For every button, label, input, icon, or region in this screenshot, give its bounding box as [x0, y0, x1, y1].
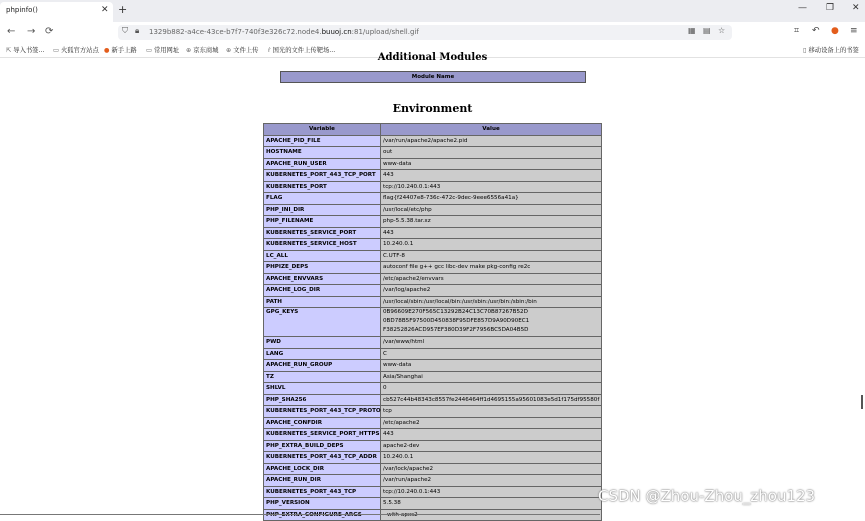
env-variable-name: KUBERNETES_PORT_443_TCP_PROTO [264, 406, 381, 418]
table-row [264, 227, 602, 239]
folder-icon: ▭ [53, 47, 59, 54]
address-bar[interactable] [118, 25, 732, 40]
globe-icon: ⊕ [226, 47, 232, 54]
env-variable-value: apache2-dev [381, 440, 602, 452]
env-variable-value: C [381, 348, 602, 360]
table-row [264, 170, 602, 182]
table-row [264, 204, 602, 216]
environment-table-body [264, 135, 602, 521]
env-variable-name: TZ [264, 371, 381, 383]
env-variable-name: KUBERNETES_PORT [264, 181, 381, 193]
window-close-icon[interactable]: ✕ [852, 3, 860, 13]
table-row [264, 193, 602, 205]
env-variable-value: tcp://10.240.0.1:443 [381, 486, 602, 498]
env-variable-name: KUBERNETES_SERVICE_PORT_HTTPS [264, 429, 381, 441]
env-variable-name: APACHE_CONFDIR [264, 417, 381, 429]
scrollbar-thumb[interactable] [861, 395, 863, 409]
env-variable-value: Asia/Shanghai [381, 371, 602, 383]
table-row [264, 337, 602, 349]
env-variable-value: 443 [381, 227, 602, 239]
table-row [264, 262, 602, 274]
env-variable-value: 0 [381, 383, 602, 395]
tab-title: phpinfo() [6, 6, 38, 14]
url-text[interactable]: 1329b882-a4ce-43ce-b7f7-740f3e326c72.node4.buuoj.cn:81/upload/shell.gif [149, 28, 419, 36]
env-variable-name: HOSTNAME [264, 147, 381, 159]
env-variable-value: www-data [381, 158, 602, 170]
bookmark-firefox-official[interactable]: ▭ 火狐官方站点 [53, 47, 99, 54]
env-variable-name: PATH [264, 296, 381, 308]
restore-icon[interactable]: ❐ [826, 3, 835, 13]
env-variable-name: APACHE_PID_FILE [264, 135, 381, 147]
table-row [264, 440, 602, 452]
table-row [264, 181, 602, 193]
env-variable-name: LC_ALL [264, 250, 381, 262]
tab-close-icon[interactable]: ✕ [101, 5, 109, 15]
module-name-header: Module Name [280, 71, 586, 83]
env-variable-name: KUBERNETES_SERVICE_PORT [264, 227, 381, 239]
env-variable-value: tcp [381, 406, 602, 418]
env-variable-value: /etc/apache2/envvars [381, 273, 602, 285]
env-variable-value: /var/run/apache2/apache2.pid [381, 135, 602, 147]
env-variable-name: SHLVL [264, 383, 381, 395]
table-row [264, 158, 602, 170]
env-variable-value: 5.5.38 [381, 498, 602, 510]
env-variable-value: /var/log/apache2 [381, 285, 602, 297]
env-variable-name: PHPIZE_DEPS [264, 262, 381, 274]
reader-view-icon[interactable]: ▤ [703, 26, 711, 35]
env-variable-name: APACHE_LOG_DIR [264, 285, 381, 297]
env-variable-name: APACHE_RUN_GROUP [264, 360, 381, 372]
env-variable-value: /usr/local/sbin:/usr/local/bin:/usr/sbin:/usr/bin:/sbin:/bin [381, 296, 602, 308]
divider [0, 514, 600, 515]
table-row [264, 147, 602, 159]
env-variable-name: APACHE_RUN_DIR [264, 475, 381, 487]
env-variable-name: PHP_SHA256 [264, 394, 381, 406]
table-row [264, 285, 602, 297]
additional-modules-heading: Additional Modules [377, 52, 488, 63]
table-row [264, 360, 602, 372]
env-variable-name: PWD [264, 337, 381, 349]
watermark: CSDN @Zhou-Zhou_zhou123 [598, 487, 816, 505]
firefox-icon: ● [104, 47, 110, 54]
env-variable-name: APACHE_ENVVARS [264, 273, 381, 285]
table-row [264, 135, 602, 147]
crop-icon[interactable]: ⌗ [794, 26, 800, 36]
back-button[interactable]: ← [7, 26, 16, 37]
env-variable-name: KUBERNETES_PORT_443_TCP_PORT [264, 170, 381, 182]
bookmark-mobile[interactable]: ▯ 移动设备上的书签 [803, 47, 859, 54]
tab-phpinfo[interactable] [0, 2, 113, 22]
value-column-header: Value [381, 124, 602, 136]
undo-icon[interactable]: ↶ [812, 26, 820, 36]
table-row [264, 308, 602, 337]
env-variable-value: /etc/apache2 [381, 417, 602, 429]
env-variable-name: PHP_FILENAME [264, 216, 381, 228]
bookmark-star-icon[interactable]: ☆ [718, 26, 726, 35]
page-content [0, 52, 865, 517]
table-row [264, 463, 602, 475]
table-row [264, 486, 602, 498]
env-variable-value: /var/www/html [381, 337, 602, 349]
table-row [264, 296, 602, 308]
bookmark-common-sites[interactable]: ▭ 常用网址 [146, 47, 180, 54]
env-variable-value: autoconf file g++ gcc libc-dev make pkg-config re2c [381, 262, 602, 274]
env-variable-value: C.UTF-8 [381, 250, 602, 262]
env-variable-value: 443 [381, 170, 602, 182]
table-row [264, 216, 602, 228]
environment-table [263, 123, 602, 521]
env-variable-value: /var/run/apache2 [381, 475, 602, 487]
table-header-row [264, 124, 602, 136]
bookmark-upload-range[interactable]: ṙ 国光的文件上传靶场... [268, 47, 336, 54]
env-variable-value: /var/lock/apache2 [381, 463, 602, 475]
bookmark-jd[interactable]: ⊕ 京东商城 [186, 47, 219, 54]
firefox-account-icon[interactable]: ● [831, 26, 839, 36]
env-variable-value: www-data [381, 360, 602, 372]
bookmark-import[interactable]: ⇱ 导入书签... [6, 47, 45, 54]
env-variable-value: tcp://10.240.0.1:443 [381, 181, 602, 193]
env-variable-value: 10.240.0.1 [381, 239, 602, 251]
table-row [264, 273, 602, 285]
env-variable-name: PHP_VERSION [264, 498, 381, 510]
bookmark-getting-started[interactable]: ● 新手上路 [104, 47, 137, 54]
env-variable-name: LANG [264, 348, 381, 360]
table-row [264, 498, 602, 510]
env-variable-name: FLAG [264, 193, 381, 205]
table-row [264, 371, 602, 383]
variable-column-header: Variable [264, 124, 381, 136]
bookmark-file-upload[interactable]: ⊕ 文件上传 [226, 47, 259, 54]
env-variable-name: KUBERNETES_PORT_443_TCP_ADDR [264, 452, 381, 464]
menu-icon[interactable]: ≡ [850, 26, 858, 36]
globe-icon: ⊕ [186, 47, 192, 54]
table-row [264, 475, 602, 487]
mobile-icon: ▯ [803, 47, 807, 54]
table-row [264, 406, 602, 418]
env-variable-value: /usr/local/etc/php [381, 204, 602, 216]
env-variable-value: out [381, 147, 602, 159]
table-row [264, 417, 602, 429]
table-row [264, 394, 602, 406]
folder-icon: ▭ [146, 47, 152, 54]
tab-strip [0, 0, 865, 22]
shield-icon[interactable]: ⛉ [122, 26, 128, 35]
table-row [264, 348, 602, 360]
table-row [264, 429, 602, 441]
table-row [264, 383, 602, 395]
table-row [264, 250, 602, 262]
lock-icon[interactable]: 🔒︎ [135, 26, 140, 35]
env-variable-value: 0B96609E270F565C13292B24C13C70B87267B52D 0BD78B5F97500D450838F95DFE857D9A90D90EC1 F38252826ACD957EF380D39F2F7956BC5DA04B5D [381, 308, 602, 337]
env-variable-value: cb527c44b48343c8557fe2446464ff1d4695155a95601083e5d1f175df95580f [381, 394, 602, 406]
env-variable-value: 10.240.0.1 [381, 452, 602, 464]
import-icon: ⇱ [6, 47, 12, 54]
new-tab-button[interactable]: + [118, 3, 128, 16]
reload-button[interactable]: ⟳ [45, 26, 54, 37]
env-variable-name: GPG_KEYS [264, 308, 381, 337]
env-variable-name: KUBERNETES_PORT_443_TCP [264, 486, 381, 498]
env-variable-name: APACHE_RUN_USER [264, 158, 381, 170]
env-variable-name: PHP_INI_DIR [264, 204, 381, 216]
forward-button[interactable]: → [27, 26, 36, 37]
env-variable-name: PHP_EXTRA_BUILD_DEPS [264, 440, 381, 452]
site-icon: ṙ [268, 47, 271, 54]
table-row [264, 452, 602, 464]
minimize-icon[interactable]: — [798, 3, 807, 13]
navigation-bar [0, 22, 865, 43]
qr-code-icon[interactable]: ▦ [688, 26, 696, 35]
env-variable-name: KUBERNETES_SERVICE_HOST [264, 239, 381, 251]
environment-heading: Environment [392, 102, 473, 115]
env-variable-name: APACHE_LOCK_DIR [264, 463, 381, 475]
env-variable-value: flag{f24407e8-736c-472c-9dec-9eee6556a41a} [381, 193, 602, 205]
table-row [264, 239, 602, 251]
env-variable-value: php-5.5.38.tar.xz [381, 216, 602, 228]
env-variable-value: 443 [381, 429, 602, 441]
